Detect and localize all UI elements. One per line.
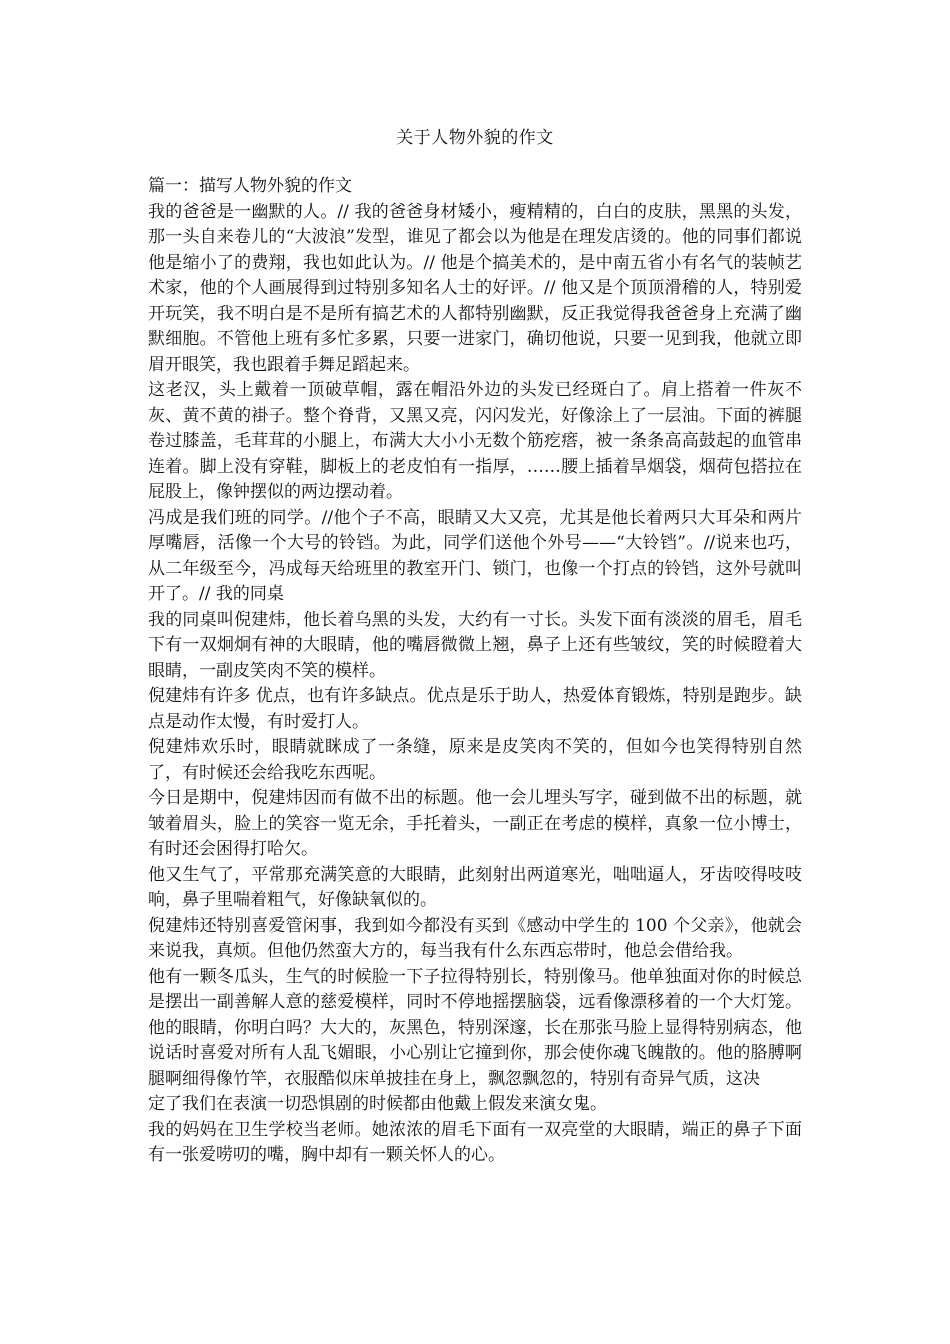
paragraph: 他又生气了，平常那充满笑意的大眼睛，此刻射出两道寒光，咄咄逼人，牙齿咬得吱吱响，鼻子里喘着粗气，好像缺氧似的。 bbox=[148, 864, 802, 910]
section-heading: 篇一：描写人物外貌的作文 bbox=[148, 176, 352, 196]
paragraph: 倪建炜欢乐时，眼睛就眯成了一条缝，原来是皮笑肉不笑的，但如今也笑得特别自然了，有时候还会给我吃东西呢。 bbox=[148, 737, 802, 783]
paragraph: 他有一颗冬瓜头，生气的时候脸一下子拉得特别长，特别像马。他单独面对你的时候总是摆出一副善解人意的慈爱模样，同时不停地摇摆脑袋，远看像漂移着的一个大灯笼。他的眼睛，你明白吗？大大的，灰黑色，特别深邃，长在那张马脸上显得特别病态，他说话时喜爱对所有人乱飞媚眼，小心别让它撞到你，那会使你魂飞魄散的。他的胳膊啊腿啊细得像竹竿，衣服酷似床单披挂在身上，飘忽飘忽的，特别有奇异气质，这决 bbox=[148, 966, 802, 1089]
document-body bbox=[148, 174, 802, 1169]
paragraph: 我的同桌叫倪建炜，他长着乌黑的头发，大约有一寸长。头发下面有淡淡的眉毛，眉毛下有一双炯炯有神的大眼睛，他的嘴唇微微上翘，鼻子上还有些皱纹，笑的时候瞪着大眼睛，一副皮笑肉不笑的模样。 bbox=[148, 609, 802, 681]
paragraph: 倪建炜有许多 优点，也有许多缺点。优点是乐于助人，热爱体育锻炼，特别是跑步。缺点是动作太慢，有时爱打人。 bbox=[148, 686, 802, 732]
paragraph: 我的妈妈在卫生学校当老师。她浓浓的眉毛下面有一双亮堂的大眼睛，端正的鼻子下面有一张爱唠叨的嘴，胸中却有一颗关怀人的心。 bbox=[148, 1119, 802, 1165]
paragraph: 这老汉，头上戴着一顶破草帽，露在帽沿外边的头发已经斑白了。肩上搭着一件灰不灰、黄不黄的褂子。整个脊背，又黑又亮，闪闪发光，好像涂上了一层油。下面的裤腿卷过膝盖，毛茸茸的小腿上，布满大大小小无数个筋疙瘩，被一条条高高鼓起的血管串连着。脚上没有穿鞋，脚板上的老皮怕有一指厚，……腰上插着旱烟袋，烟荷包搭拉在屁股上，像钟摆似的两边摆动着。 bbox=[148, 380, 802, 502]
paragraph: 今日是期中，倪建炜因而有做不出的标题。他一会儿埋头写字，碰到做不出的标题，就皱着眉头，脸上的笑容一览无余，手托着头，一副正在考虑的模样，真象一位小博士，有时还会困得打哈欠。 bbox=[148, 788, 802, 859]
document-title: 关于人物外貌的作文 bbox=[396, 128, 554, 148]
paragraph: 冯成是我们班的同学。//他个子不高，眼睛又大又亮，尤其是他长着两只大耳朵和两片厚嘴唇，活像一个大号的铃铛。为此，同学们送他个外号——“大铃铛”。//说来也巧，从二年级至今，冯成每天给班里的教室开门、锁门，也像一个打点的铃铛，这外号就叫开了。// 我的同桌 bbox=[148, 507, 802, 604]
paragraph: 倪建炜还特别喜爱管闲事，我到如今都没有买到《感动中学生的 100 个父亲》，他就会来说我，真烦。但他仍然蛮大方的，每当我有什么东西忘带时，他总会借给我。 bbox=[148, 915, 802, 961]
paragraph: 我的爸爸是一幽默的人。// 我的爸爸身材矮小，瘦精精的，白白的皮肤，黑黑的头发，那一头自来卷儿的“大波浪”发型，谁见了都会以为他是在理发店烫的。他的同事们都说他是缩小了的费翔，我也如此认为。// 他是个搞美术的，是中南五省小有名气的装帧艺术家，他的个人画展得到过特别多知名人士的好评。// 他又是个顶顶滑稽的人，特别爱开玩笑，我不明白是不是所有搞艺术的人都特别幽默，反正我觉得我爸爸身上充满了幽默细胞。不管他上班有多忙多累，只要一进家门，确切他说，只要一见到我，他就立即眉开眼笑，我也跟着手舞足蹈起来。 bbox=[148, 201, 802, 375]
paragraph: 定了我们在表演一切恐惧剧的时候都由他戴上假发来演女鬼。 bbox=[148, 1094, 607, 1114]
